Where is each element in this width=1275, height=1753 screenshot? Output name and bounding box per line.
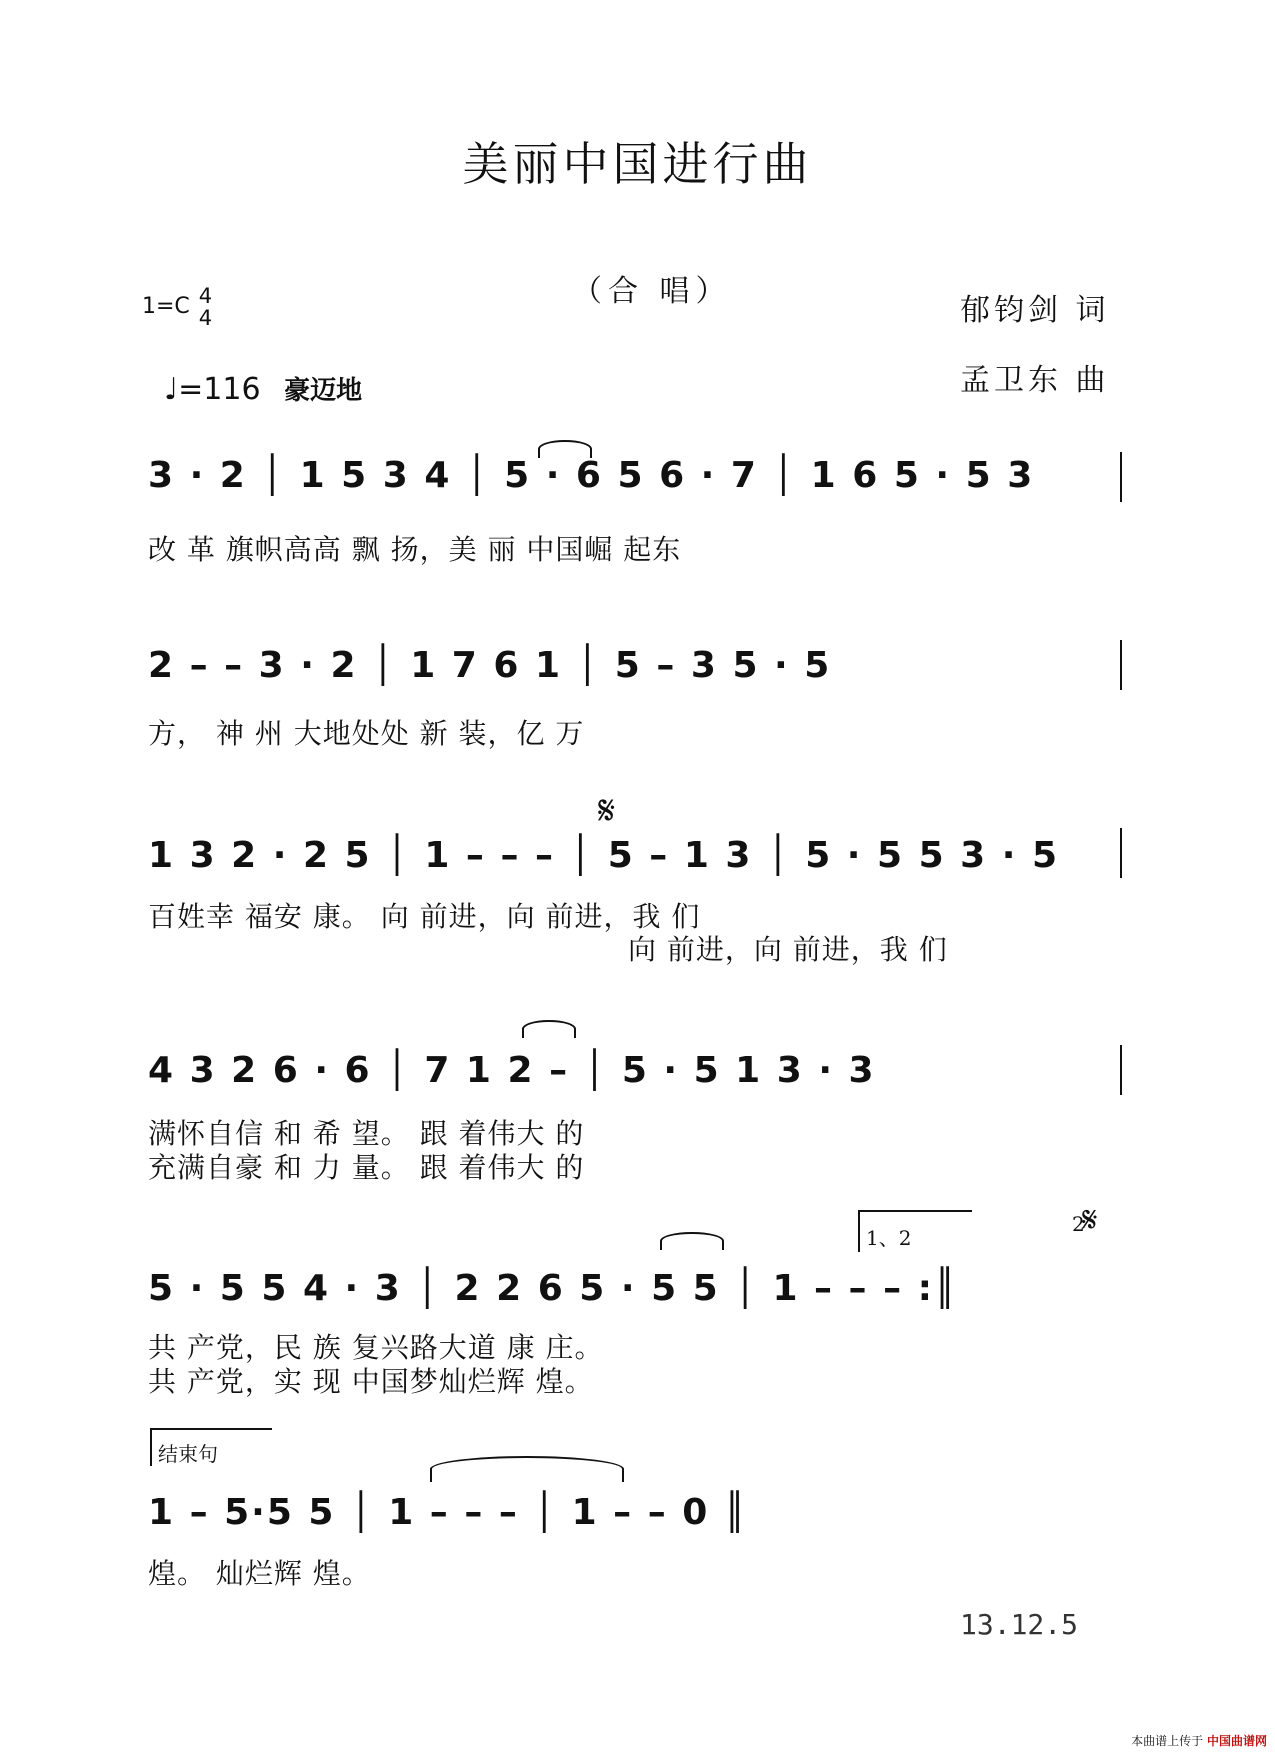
lyrics-row-4b: 充满自豪 和 力 量。 跟 着伟大 的 [148, 1151, 585, 1184]
lyrics-row-1: 改 革 旗帜高高 飘 扬，美 丽 中国崛 起东 [148, 533, 682, 566]
lyricist: 郁钧剑 词 [960, 293, 1110, 328]
tempo [164, 370, 362, 407]
lyrics-row-3b: 向 前进，向 前进，我 们 [628, 933, 948, 966]
lyrics-row-2: 方， 神 州 大地处处 新 装，亿 万 [148, 717, 585, 750]
tie [660, 1232, 724, 1250]
notes-row-2: 2 – – 3 · 2 │ 1 7 6 1 │ 5 – 3 5 · 5 [148, 645, 832, 686]
tempo-marking: 豪迈地 [284, 376, 363, 406]
notes-row-5: 5 · 5 5 4 · 3 │ 2 2 6 5 · 5 5 │ 1 – – – :║ [148, 1268, 958, 1309]
subtitle: （合 唱） [572, 274, 732, 309]
barline [1120, 452, 1122, 502]
composer: 孟卫东 曲 [960, 363, 1110, 398]
notes-row-6: 1 – 5·5 5 │ 1 – – – │ 1 – – 0 ║ [148, 1492, 748, 1533]
lyrics-row-5b: 共 产党，实 现 中国梦灿烂辉 煌。 [148, 1365, 594, 1398]
tie [430, 1456, 624, 1482]
footer-site: 中国曲谱网 [1206, 1734, 1267, 1748]
lyrics-row-3a: 百姓幸 福安 康。 向 前进，向 前进，我 们 [148, 900, 701, 933]
volta-label: 1、2 [866, 1226, 912, 1250]
notes-row-4: 4 3 2 6 · 6 │ 7 1 2 – │ 5 · 5 1 3 · 3 [148, 1050, 876, 1091]
notes-row-3: 1 3 2 · 2 5 │ 1 – – – │ 5 – 1 3 │ 5 · 5 5 3 · 5 [148, 835, 1059, 876]
segno-2-prefix: 2 [1072, 1212, 1085, 1236]
date: 13.12.5 [960, 1608, 1079, 1641]
watermark-footer [1131, 1732, 1267, 1749]
key-signature [142, 285, 212, 329]
barline [1120, 828, 1122, 878]
quarter-note-icon: ♩ [164, 372, 179, 407]
tie [522, 1020, 576, 1038]
lyrics-row-6: 煌。 灿烂辉 煌。 [148, 1557, 371, 1590]
barline [1120, 640, 1122, 690]
time-signature [199, 285, 212, 329]
tempo-value: =116 [178, 372, 261, 407]
key-label: 1=C [142, 294, 190, 319]
page-title: 美丽中国进行曲 [462, 137, 813, 191]
lyrics-row-5a: 共 产党，民 族 复兴路大道 康 庄。 [148, 1331, 604, 1364]
segno-icon: 𝄋 [598, 788, 616, 834]
segno-2-icon: 𝄋 [1082, 1200, 1098, 1241]
footer-prefix: 本曲谱上传于 [1131, 1734, 1204, 1748]
time-unit: 4 [198, 306, 213, 330]
notes-row-1: 3 · 2 │ 1 5 3 4 │ 5 · 6 5 6 · 7 │ 1 6 5 · 5 3 [148, 455, 1035, 496]
tie [538, 440, 592, 458]
coda-label: 结束句 [158, 1442, 218, 1466]
time-beats: 4 [198, 284, 213, 308]
lyrics-row-4a: 满怀自信 和 希 望。 跟 着伟大 的 [148, 1117, 585, 1150]
barline [1120, 1045, 1122, 1095]
